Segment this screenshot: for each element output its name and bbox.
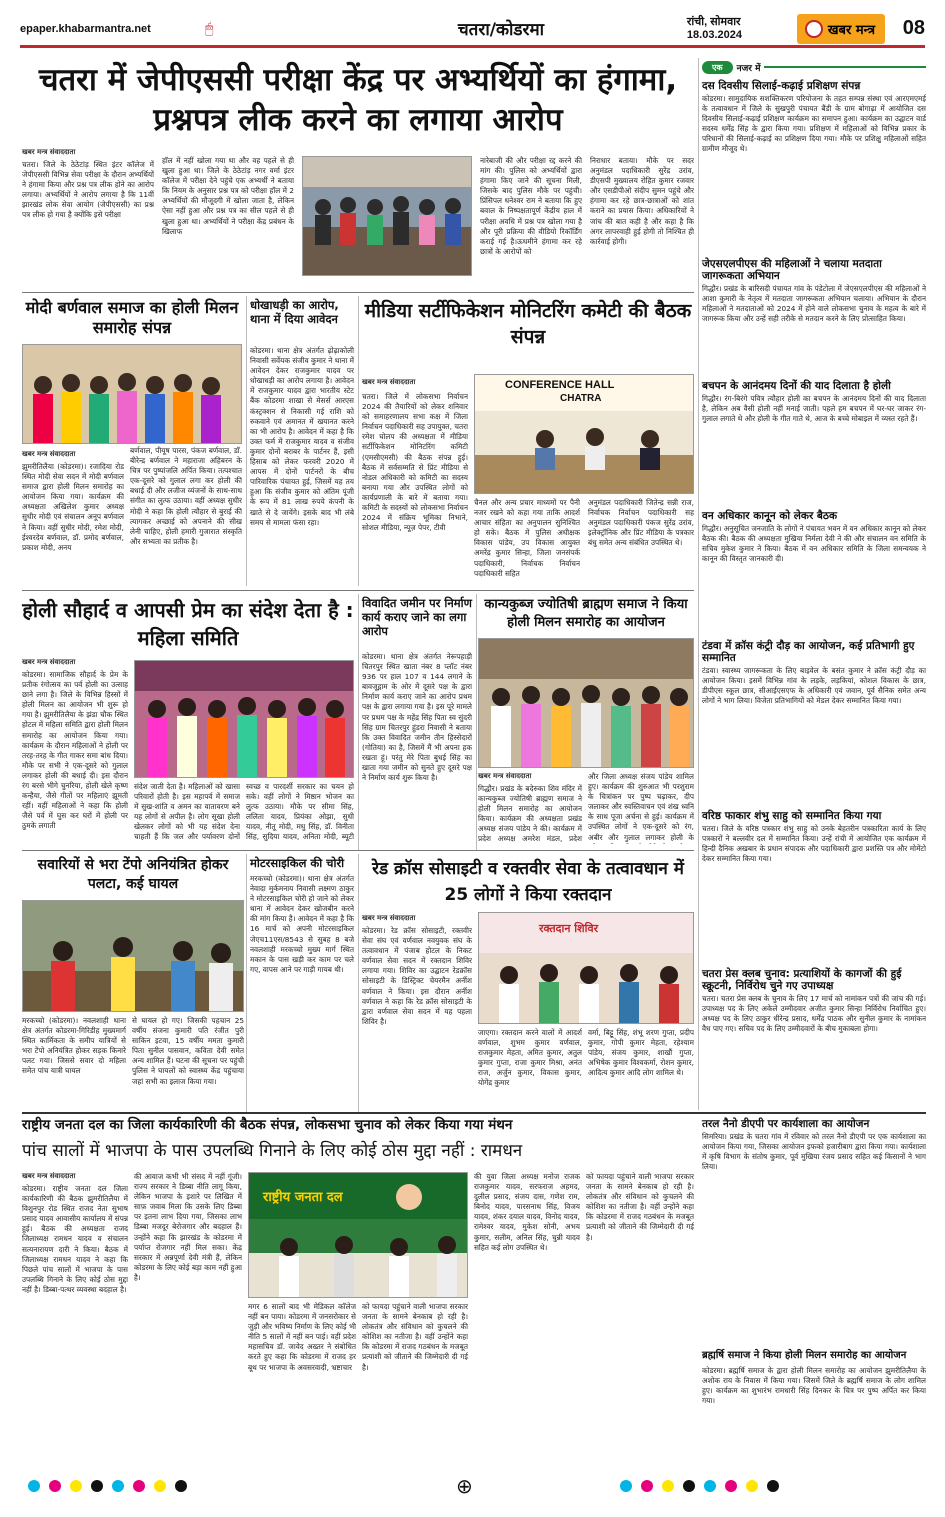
tempo-accident-col2: से घायल हो गए। जिसकी पहचान 25 वर्षीय संजना कुमारी पति रंजीत पुरी साकिन इटवा, 15 वर्षीय ममता कुमारी पिता सुनील पासवान, कविता देवी समेत अन्य शामिल हैं। घटना की सूचना पर पहुंची पुलिस ने घायलों को स्वास्थ्य केंद्र पहुंचाया जहां सभी का इलाज किया गया। [132,1016,244,1086]
rjd-banner-text: राष्ट्रीय जनता दल [263,1190,343,1205]
city-day: रांची, सोमवार [686,15,741,28]
mahila-samiti-col3: स्वच्छ व पारदर्शी सरकार का चयन हो सके। वहीं लोगों ने मिष्ठान भोजन का लुत्फ उठाया। मौके पर सीमा सिंह, ललिता यादव, प्रियंका ओझा, सुधी यादव, नीतू मोदी, मधु सिंह, डॉ. विनीता सिंह, सुदिया यादव, अनिता मोदी, ब्यूटी [246,782,354,842]
ek-nazar-tab [702,60,926,74]
land-dispute-headline: विवादित जमीन पर निर्माण कार्य कराए जाने का लगा आरोप [362,596,472,638]
tempo-accident-photo [22,900,244,1012]
right-b6: चतरा। जिले के वरिष्ठ पत्रकार शंभु साहु को उनके बेहतरीन पत्रकारिता कार्य के लिए पत्रकारों ने बल्लवीर दल में सम्मानित किया। उन्हें रांची में आयोजित एक कार्यक्रम में हिन्दी दैनिक अखबार के प्रधान संपादक और पदाधिकारी द्वारा प्रशस्ति पत्र और मोमेंटो देकर सम्मानित किया गया। [702,824,926,864]
section-title: चतरा/कोडरमा [457,20,545,40]
right-b2: गिद्धौर। प्रखंड के बारिसदी पंचायत गांव के पंडेटोला में जेएसएलपीएस की महिलाओं ने आशा कुमारी के नेतृत्व में मतदाता जागरूकता अभियान चलाया। अभियान के दौरान महिलाओं ने मतदाताओं को 2024 में होने वाले लोकसभा चुनाव के महत्व के बारे में जागरूक किया और उन्हें सही तरीके से मतदान करने के लिए प्रोत्साहित किया। [702,284,926,324]
brand-badge [797,14,885,44]
brahmin-samaj-photo [478,638,694,768]
rjd-col4: को फायदा पहुंचाने वाली भाजपा सरकार जनता के सामने बेनकाब हो रही है। लोकतंत्र और संविधान को कुचलने की कोशिश का नतीजा है। वहीं उन्होंने कहा कि कोडरमा में राजद गठबंधन के मजबूत प्रत्याशी को जीताने की जिम्मेदारी दी गई है। [362,1302,468,1372]
lead-headline: चतरा में जेपीएससी परीक्षा केंद्र पर अभ्यर्थियों का हंगामा, प्रश्नपत्र लीक करने का लगाया आरोप [38,62,678,138]
right-h7: चतरा प्रेस क्लब चुनाव: प्रत्याशियों के कागजों की हुई स्क्रूटनी, निर्विरोध चुने गए उपाध्यक्ष [702,968,902,992]
right-h3: बचपन के आनंदमय दिनों की याद दिलाता है होली [702,380,891,392]
rjd-kicker: राष्ट्रीय जनता दल का जिला कार्यकारिणी की बैठक संपन्न, लोकसभा चुनाव को लेकर किया गया मंथन [22,1117,513,1133]
mahila-samiti-byline: खबर मन्त्र संवाददाता [22,658,76,666]
blood-donation-photo [478,912,694,1024]
right-h9: ब्रह्मर्षि समाज ने किया होली मिलन समारोह का आयोजन [702,1350,907,1361]
conference-hall-photo [474,374,694,494]
color-registration-right [620,1480,779,1492]
brahmin-samaj-byline: खबर मन्त्र संवाददाता [478,772,532,780]
rjd-col2: की आवाज कभी भी संसद में नहीं गूंजी। राज्य सरकार ने डिब्बा नीति लागू किया, लेकिन भाजपा के इशारे पर लिखित में साफ़ जवाब मिला कि उसके लिए डिब्बा पर इतना लाभ दिया गया, जिसका लाभ डिब्बा मजदूर बेरोजगार और बदहाल हैं। उन्होंने कहा कि झारखंड के कोडरमा में पर्याप्त रोजगार नहीं मिल सका। केंद्र सरकार में अन्नपूर्णा देवी मंत्री हैं, लेकिन कोडरमा के लिए कोई बड़ा काम नहीं हुआ है। [134,1172,242,1282]
lead-byline: खबर मन्त्र संवाददाता [22,148,76,156]
brand-name: खबर मन्त्र [827,22,875,38]
media-cert-col-b: चैनल और अन्य प्रचार माध्यमों पर पैनी नजर रखने को कहा गया ताकि आदर्श आचार संहिता का अनुपालन सुनिश्चित हो सके। बैठक में पुलिस अधीक्षक विकास पांडेय, उप विकास आयुक्त अमरेंद्र कुमार सिन्हा, जिला जनसंपर्क पदाधिकारी, निर्वाचक निर्वाचन पदाधिकारी सहित [474,498,580,578]
tab-ek: एक [702,61,733,74]
tempo-accident-headline: सवारियों से भरा टेंपो अनियंत्रित होकर पलटा, कई घायल [37,857,229,892]
fraud-headline: धोखाधड़ी का आरोप, थाना में दिया आवेदन [250,298,339,326]
dateline [687,16,797,42]
media-cert-col-c: अनुमंडल पदाधिकारी जितेन्द्र सन्नी राज, निर्वाचक निर्वाचन पदाधिकारी सह अनुमंडल पदाधिकारी पंकज सुरेंद्र उरांव, इलेक्ट्रॉनिक और प्रिंट मीडिया के पत्रकार बंधु समेत अन्य संबंधित उपस्थित थे। [588,498,694,548]
rjd-meeting-photo [248,1172,468,1298]
right-b7: चतरा। चतरा प्रेस क्लब के चुनाव के लिए 17 मार्च को नामांकन पत्रों की जांच की गई। उपाध्यक्ष पद के लिए अकेले उम्मीदवार अजीत कुमार सिन्हा निर्विरोध निर्वाचित हुए। अध्यक्ष पद के लिए ठाकुर धीरेन्द्र प्रसाद, धर्मेंद्र पाठक और सुनील कुमार के नामांकन वैध पाए गए। सचिव पद के लिए उम्मीदवारों के बीच मुकाबला होगा। [702,994,926,1034]
mahila-samiti-photo [134,660,354,778]
masthead-bar [20,12,925,48]
mahila-samiti-col1: कोडरमा। सामाजिक सौहार्द के प्रेम के प्रतीक रंगोत्सव का पर्व होली का उत्साह छाने लगा है। जिले के विभिन्न हिस्सों में होली मिलन का आयोजन भी शुरू हो गया है। झुमरीतिलैया के झंडा चौक स्थित होटल में महिला समिति द्वारा होली मिलन समारोह का आयोजन किया गया। कार्यक्रम के दौरान महिलाओं ने होली पर तरह-तरह के गीत गाकर समा बांध दिया। मौके पर सभी ने एक-दूसरे को गुलाल लगाकर होली की बधाई दी। इस दौरान रंग बरसे भीगे चुनरिया, होली खेले कृष्ण कन्हैया, जैसे गीतों पर महिलाएं झूमती रहीं। वहीं महिलाओं ने कहा कि होली जैसे पर्व में घुस कर घरों में होली पर ठुमके लगाती [22,670,128,831]
page-number: 08 [902,17,925,39]
right-h1: दस दिवसीय सिलाई-कढ़ाई प्रशिक्षण संपन्न [702,80,861,92]
brahmin-samaj-col1: गिद्धौर। प्रखंड के बदेरुका शिव मंदिर में कान्यकुब्ज ज्योतिषी ब्राह्मण समाज ने होली मिलन समारोह का आयोजन किया। कार्यक्रम की अध्यक्षता प्रखंड अध्यक्ष संजय पांडेय ने की। कार्यक्रम में प्रदेश अध्यक्ष अमरेश मंडल, प्रदेश [478,784,582,844]
right-h4: वन अधिकार कानून को लेकर बैठक [702,510,838,522]
bike-theft-body: मरकच्चो (कोडरमा)। थाना क्षेत्र अंतर्गत नेवादा मुर्कमनाय निवासी लक्ष्मण ठाकुर ने मोटरसाइकिल चोरी हो जाने को लेकर थाना में आवेदन देकर खोजबीन करने की मांग किया है। आवेदन में कहा है कि 16 मार्च को अपनी मोटरसाइकिल जेएच11एस/8543 से सुबह 8 बजे नवलशाही मरकच्चो मुख्य मार्ग स्थित मकान के पास खड़ी कर काम पर चले गए, वापस आने पर गाड़ी गायब थी। [250,874,354,974]
tempo-accident-col1: मरकच्चो (कोडरमा)। नवलशाही थाना क्षेत्र अंतर्गत कोडरमा-गिरिडीह मुख्यमार्ग स्थित कार्मिकता के समीप यात्रियों से भरा टेंपो अनियंत्रित होकर सड़क किनारे पलट गया। जिससे सवार दो महिला समेत पांच यात्री घायल [22,1016,126,1076]
brand-logo-icon [805,20,823,38]
rjd-col1: कोडरमा। राष्ट्रीय जनता दल जिला कार्यकारिणी की बैठक झुमरीतिलैया में विशुनपुर रोड स्थित राजद नेता सुभाष प्रसाद यादव आवासीय कार्यालय में संपन्न हुई। बैठक की अध्यक्षता राजद जिलाध्यक्ष रामधन यादव व संचालन सत्यनारायण दारी ने किया। बैठक में जिलाध्यक्ष रामधन यादव ने कहा कि पिछले पांच सालों में भाजपा के पास उपलब्धि गिनाने के लिए कोई ठोस मुद्दा नहीं है। डिब्बा-पत्थर व्यवस्था बदहाल है। [22,1184,128,1294]
right-b3: गिद्धौर। रंग-बिरंगे पवित्र त्यौहार होली का बचपन के आनंदमय दिनों की याद दिलाता है, लेकिन अब वैसी होली नहीं मनाई जाती। पहले हम बचपन में घर-घर जाकर रंग-गुलाल लगाते थे और होली के गीत गाते थे, आज के बच्चे मोबाइल में व्यस्त रहते हैं। [702,394,926,424]
registration-mark-icon: ⊕ [456,1474,473,1498]
right-h6: वरिष्ठ फाकार शंभु साहु को सम्मानित किया गया [702,810,882,822]
lead-photo-students [302,156,472,276]
rjd-col3: मगर 6 सालों बाद भी मेडिकल कॉलेज नहीं बन पाया। कोडरमा में जनसरोकार से जुड़ी और भविष्य निर्माण के लिए कोई भी नीति 5 सालों में नहीं बन पाई। वहीं प्रदेश महासचिव डॉ. जावेद अख्तर ने संबोधित करते हुए कहा कि कोडरमा में राजद हर बूथ पर भाजपा के अवसरवादी, भ्रष्टाचार [248,1302,356,1372]
mahila-samiti-headline: होली सौहार्द व आपसी प्रेम का संदेश देता है : महिला समिति [22,598,354,650]
hall-sign-line1: CONFERENCE HALL [505,379,615,391]
right-h8: तरल नैनो डीएपी पर कार्यशाला का आयोजन [702,1118,870,1130]
rjd-col6: को फायदा पहुंचाने वाली भाजपा सरकार जनता के सामने बेनकाब हो रही है। लोकतंत्र और संविधान को कुचलने की कोशिश का नतीजा है। वहीं उन्होंने कहा कि कोडरमा में राजद गठबंधन के मजबूत प्रत्याशी को जीताने की जिम्मेदारी दी गई है। [586,1172,694,1242]
color-registration-left [28,1480,187,1492]
modi-barnwal-byline: खबर मन्त्र संवाददाता [22,450,76,458]
right-h5: टंडवा में क्रॉस कंट्री दौड़ का आयोजन, कई प्रतिभागी हुए सम्मानित [702,640,915,664]
right-h2: जेएसएलपीएस की महिलाओं ने चलाया मतदाता जागरूकता अभियान [702,258,882,282]
media-cert-body: चतरा। जिले में लोकसभा निर्वाचन 2024 की तैयारियों को लेकर शनिवार को समाहरणालय सभा कक्ष में जिला निर्वाचन पदाधिकारी सह उपायुक्त, चतरा रमेश घोलप की अध्यक्षता में मीडिया सर्टीफिकेशन मोनिटरिंग कमिटी (एमसीएमसी) की बैठक संपन्न हुई। बैठक में सर्वसम्मति से प्रिंट मीडिया से नोडल अधिकारी को कमिटी का सदस्य बनाया गया और उपस्थित लोगों को कार्यप्रणाली के बारे में बताया गया। कमिटी के सदस्यों को लोकसभा निर्वाचन 2024 में संक्रिय भूमिका निभाने, सोशल मीडिया, न्यूज़ पेपर, टीवी [362,392,468,533]
rjd-byline: खबर मन्त्र संवाददाता [22,1172,76,1180]
blood-donation-col-b: जाएगा। रक्तदान करने वालों में आदर्श वर्णवाल, शुभम कुमार वर्णवाल, राजकुमार मेहता, अमित कुमार, अतुल कुमार गुप्ता, राजा कुमार मिश्रा, अनंत राज, अर्जुन कुमार, विकास कुमार, योगेंद्र कुमार [478,1028,582,1088]
lead-body-col4: निराधार बताया। मौके पर सदर अनुमंडल पदाधिकारी सुरेंद्र उरांव, डीएसपी मुख्यालय रोहित कुमार रजवार और एसडीपीओ संदीप सुमन पहुंचे और हंगामा कर रहे छात्र-छात्राओं को शांत कराने का प्रयास किया। अधिकारियों ने जांच की बात कही है और कहा है कि अगर लापरवाही हुई होगी तो निश्चित ही कार्रवाई होगी। [590,156,694,246]
lead-body-col2: हॉल में नहीं खोला गया था और वह पहले से ही खुला हुआ था। जिले के ठेठेटांड़ नगर वर्मा इंटर कॉलेज में परीक्षा देने पहुंचे एक अभ्यर्थी ने बताया कि नियम के अनुसार प्रश्न पत्र को परीक्षा हॉल में 2 अभ्यर्थियों की मौजूदगी में खोला जाता है, लेकिन ऐसा नहीं हुआ और प्रश्न पत्र का सील पहले से ही खुला हुआ था। अभ्यर्थियों ने परीक्षा केंद्र प्रबंधन के खिलाफ [162,156,294,236]
modi-barnwal-col2: बर्णवाल, पीयूष पारस, पंकज बर्णवाल, डॉ. बीरेन्द्र बर्णवाल ने महाराजा अहिबरन के चित्र पर पुष्पांजलि अर्पित किया। तत्पश्चात एक-दूसरे को गुलाल लगा कर होली की बधाई दी और लजीज व्यंजनों के साथ-साथ संगीत का लुत्फ उठाया। वहीं अध्यक्ष सुधीर मोदी ने कहा कि होली त्यौहार से बुराई की त्यागकर अच्छाई को अपनाने की सीख लेनी चाहिए, होली हमारी गुजारात संस्कृति और सभ्यता का प्रतीक है। [130,446,242,546]
brahmin-samaj-col2: और जिला अध्यक्ष संजय पांडेय शामिल हुए। कार्यक्रम की शुरुआत भी परशुराम के चित्रांकन पर पुष्प चढ़ाकर, दीप जलाकर और स्वस्तिवाचन एवं शंख ध्वनि के साथ पूजा अर्चना से हुई। कार्यक्रम में उपस्थित लोगों ने एक-दूसरे को रंग, अबीर और गुलाल लगाकर होली के [588,772,694,842]
brahmin-samaj-headline: कान्यकुब्ज ज्योतिषी ब्राह्मण समाज ने किया होली मिलन समारोह का आयोजन [484,597,688,630]
land-dispute-body: कोडरमा। थाना क्षेत्र अंतर्गत नेरूपहाड़ी चितरपुर स्थित खाता नंबर 8 प्लॉट नंबर 936 पर हाल 107 व 144 लगाने के बावजूद्गाम के ओर में दूसरे पक्ष के द्वारा निर्माण कार्य कराए जाने का आरोप प्रथम पक्ष के द्वारा लगाया गया है। इस पूरे मामले पर प्रथम पक्ष के महेंद्र सिंह पिता स्व सुंदरी सिंह ग्राम चितरपुर हुंडरा निवासी ने बताया कि उक्त विवादित जमीन तीन हिस्सेदारों (गोतिया) का है, जिसमें मैं भी अपना हक रखता हूं। परंतु मेरे पिता बुधई सिंह का खाता गया जमीन को सुनते हुए दूसरे पक्ष ने निर्माण कार्य शुरू किया है। [362,652,472,783]
lead-body-col1: चतरा। जिले के ठेठेटांड़ स्थित इंटर कॉलेज में जेपीएससी विभिन्न सेवा परीक्षा के दौरान अभ्यर्थियों ने हंगामा किया और प्रश्न पत्र लीक होने का आरोप लगाया। अभ्यर्थियों ने आरोप लगाया है कि 11वीं झारखंड लोक सेवा आयोग (जेपीएससी) का प्रश्न पत्र लीक हो गया है क्योंकि इसे परीक्षा [22,160,154,220]
blood-camp-banner: रक्तदान शिविर [539,922,599,935]
hall-sign-line2: CHATRA [560,393,602,404]
media-cert-headline: मीडिया सर्टीफिकेशन मोनिटरिंग कमेटी की बैठक संपन्न [364,300,692,348]
right-b9: कोडरमा। ब्रह्मर्षि समाज के द्वारा होली मिलन समारोह का आयोजन झुमरीतिलैया के अशोक राय के निवास में किया गया। जिसमें जिले के ब्रह्मर्षि समाज के लोग शामिल हुए। कार्यक्रम का शुभारंभ रामधारी सिंह दिनकर के चित्र पर पुष्प अर्पित कर किया गया। [702,1366,926,1406]
tab-nazar: नजर में [736,63,761,74]
modi-barnwal-col1: झुमरीतिलैया (कोडरमा)। रजादिया रोड स्थित मोदी सेवा सदन में मोदी बर्णवाल समाज द्वारा होली मिलन समारोह का आयोजन किया गया। कार्यक्रम की अध्यक्षता अखिलेश कुमार अध्यक्ष सुधीर मोदी एवं संचालन अनूप बर्णवाल ने किया। वहीं सुधीर मोदी, रमेश मोदी, ईश्वरदेव बर्णवाल, डॉ. प्रमोद बर्णवाल, प्रकाश मोदी, अनय [22,462,124,552]
rjd-col5: की युवा जिला अध्यक्ष मनोज राजक राजकुमार यादव, सरफराज अहमद, दुलील प्रसाद, संजय दास, गणेश राम, बिनोद यादव, पारसनाथ सिंह, विजय यादव, शंकर दयाल यादव, विनोद यादव, रामेश्वर यादव, मुकेश सोनी, अभय कुमार, सलीम, अनिल सिंह, चुन्नी यादव सहित कई लोग उपस्थित थे। [474,1172,580,1252]
mouse-icon: 🖱 [205,20,214,37]
site-url[interactable]: epaper.khabarmantra.net [20,22,151,35]
blood-donation-body: कोडरमा। रेड क्रॉस सोसाइटी, रक्तवीर सेवा संघ एवं वर्णवाल नवयुवक संघ के तत्वावधान में पंजाब होटल के निकट वर्णवाल सेवा सदन में रक्तदान शिविर लगाया गया। शिविर का उद्घाटन रेडक्रॉस सोसाइटी के डिस्ट्रिक्ट चेयरमैन अर्नीश वर्णवाल ने किया। इस दौरान अर्नीश वर्णवाल ने कहा कि रेड क्रॉस सोसाइटी के द्वारा वर्णवाल सेवा सदन में यह पहला शिविर है। [362,926,472,1026]
rjd-headline: पांच सालों में भाजपा के पास उपलब्धि गिनाने के लिए कोई ठोस मुद्दा नहीं : रामधन [22,1141,523,1161]
blood-donation-byline: खबर मन्त्र संवाददाता [362,914,416,922]
right-b4: गिद्धौर। अनुसूचित जनजाति के लोगों ने पंचायत भवन में वन अधिकार कानून को लेकर बैठक की। बैठक की अध्यक्षता मुखिया निर्मला देवी ने की और संचालन वन समिति के सचिव मुकेश कुमार ने किया। बैठक में वन अधिकार समिति के जिला समन्वयक ने कानून की विस्तृत जानकारी दी। [702,524,926,564]
modi-barnwal-headline: मोदी बर्णवाल समाज का होली मिलन समारोह संपन्न [25,298,239,337]
issue-date: 18.03.2024 [686,28,742,41]
right-b1: कोडरमा। सामुदायिक सशक्तिकरण परियोजना के तहत सम्पन्न संस्था एवं आरएमएमई के तत्वावधान में जिले के सुखपुरी पंचायत बैंडी के ग्राम बोगाढ़ा में आयोजित दस दिवसीय सिलाई-कढ़ाई प्रशिक्षण कार्यक्रम का समापन हुआ। कार्यक्रम का उद्घाटन वार्ड सदस्य धर्मेंद्र सिंह के द्वारा किया गया। प्रशिक्षण में महिलाओं को विभिन्न प्रकार के परिधानों की सिलाई-कढ़ाई का प्रशिक्षण दिया गया। मौके पर प्रशिक्षु महिलाओं सहित ग्रामीण मौजूद थे। [702,94,926,154]
blood-donation-col-c: वर्मा, बिट्टू सिंह, शंभू शरण गुप्ता, प्रदीप कुमार, गोपी कुमार मेहता, रहेश्याम पांडेय, संजय कुमार, शाखौं गुप्ता, अभिषेक कुमार विश्वकर्मा, रोशन कुमार, आदित्य कुमार आदि लोग शामिल थे। [588,1028,694,1078]
right-b5: टंडवा। स्वास्थ्य जागरूकता के लिए बाइवेल के बसंत कुमार ने क्रॉस कंट्री दौड़ का आयोजन किया। इसमें विभिन्न गांव के लड़के, लड़कियां, कोशल विकास के छात्र, डीपीएस स्कूल छात्र, सीआईएसएफ के अधिकारी एवं जवान, पूर्व सैनिक समेत अन्य लोगों ने भाग लिया। विजेता प्रतिभागियों को मेडल देकर सम्मानित किया गया। [702,666,926,706]
tab-divider [764,66,926,68]
lead-body-col3: नारेबाजी की और परीक्षा रद्द करने की मांग की। पुलिस को अभ्यर्थियों द्वारा हंगामा किए जाने की सूचना मिली, जिसके बाद पुलिस मौके पर पहुंची। प्रिंसिपल धनेश्वर राम ने बताया कि हुए बवाल के निष्पक्षतापूर्ण केंद्रीय हाल में परीक्षा अवधि में प्रश्न पत्र खोला गया है और पूरी प्रक्रिया की वीडियो रिकॉर्डिंग कराई गई है।ऊधमीने हंगामा कर रहे छात्रों के आरोपों को [480,156,582,256]
media-cert-byline: खबर मन्त्र संवाददाता [362,378,416,386]
right-b8: सिमरिया। प्रखंड के चतरा गांव में रविवार को तरल नैनो डीएपी पर एक कार्यशाला का आयोजन किया गया, जिसका आयोजन इफको हजारीबाग द्वारा किया गया। कार्यशाला में कृषि विभाग के संतोष कुमार, पूर्व मुखिया रंजय प्रसाद सहित कई किसानों ने भाग लिया। [702,1132,926,1172]
bike-theft-headline: मोटरसाइकिल की चोरी [250,856,345,870]
blood-donation-headline: रेड क्रॉस सोसाइटी व रक्तवीर सेवा के तत्वावधान में 25 लोगों ने किया रक्तदान [372,859,684,905]
modi-barnwal-photo [22,344,242,444]
fraud-body: कोडरमा। थाना क्षेत्र अंतर्गत ढ़ोढ़ाकोली निवासी सर्वेयक संजीव कुमार ने थाना में आवेदन देकर राजकुमार यादव पर धोखाधड़ी का आरोप लगाया है। आवेदन में राजकुमार यादव द्वारा भारतीय स्टेट बैंक कोडरमा शाखा से मेसर्स आरएस कंस्ट्रक्शन से निकासी गई राशि को रुकवाने एवं अमानत में खयानत करने का भी आरोप है। आवेदन में कहा है कि उक्त फर्म में राजकुमार यादव व संजीव कुमार दोनों बराबर के पार्टनर हैं, इसी हिसाब को लेकर फरवरी 2020 में आपस में दोनों पार्टनरों के बीच पारिवारिक पंचायत हुई, जिसमें यह तय हुआ कि संजीव कुमार को अंतिम पूंजी के रूप में 81 लाख रुपये कंपनी के खाते से दे जायेंगे। इसके बाद भी लंबे समय से मामला फंसा रहा। [250,346,354,527]
mahila-samiti-col2: संदेश जाती देता है। महिलाओं को खासा परिवारों होती है। इस महापर्व में समाज में सुख-शांति व अमन का वातावरण बने यह लोगों से अपील है। लोग सूखा होली खेलकर लोगों को भी यह संदेश देना चाहती हैं कि जल और पर्यावरण दोनों [134,782,240,842]
